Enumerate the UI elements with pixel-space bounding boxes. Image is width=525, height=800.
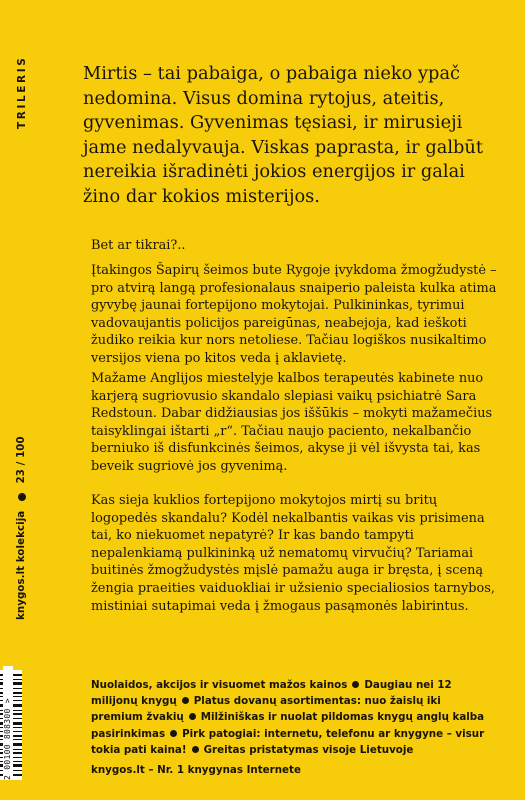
promo-item: Pirk patogiai: internetu, telefonu ar knygyne – visur tokia pati kaina! bbox=[91, 727, 485, 756]
series-number: 23 / 100 bbox=[16, 436, 27, 484]
series-label bbox=[16, 436, 27, 665]
bullet-dot-icon bbox=[18, 493, 26, 501]
blurb-paragraph-1: Įtakingos Šapirų šeimos bute Rygoje įvykdoma žmogžudystė – pro atvirą langą profesionalaus snaiperio paleista kulka atima gyvybę jaunai fortepijono mokytojai. Pulkininkas, tyrimui vadovaujantis policijos pareigūnas, neabejoja, kad ieškoti žudiko reikia kur nors netoliese. Tačiau logiškos nusikaltimo versijos viena po kitos veda į aklavietę. bbox=[91, 263, 497, 366]
bullet-dot-icon bbox=[352, 681, 359, 688]
promo-item: Nuolaidos, akcijos ir visuomet mažos kainos bbox=[91, 679, 348, 691]
bullet-dot-icon bbox=[189, 713, 196, 720]
promo-item: Greitas pristatymas visoje Lietuvoje bbox=[203, 743, 414, 756]
promo-list bbox=[91, 677, 496, 758]
blurb-paragraph-2: Mažame Anglijos miestelyje kalbos terapeutės kabinete nuo karjerą sugriovusio skandalo slepiasi vaikų psichiatrė Sara Redstoun. Dabar didžiausias jos iššūkis – mokyti mažamečius taisyklingai ištarti „r“. Tačiau naujo paciento, nekalbančio berniuko iš disfunkcinės šeimos, akyse ji vėl išvysta tai, kas beveik sugriovė jos gyvenimą. bbox=[91, 371, 493, 474]
lead-quote: Mirtis – tai pabaiga, o pabaiga nieko ypač nedomina. Visus domina rytojus, ateitis, gyvenimas. Gyvenimas tęsiasi, ir mirusieji jame nedalyvauja. Viskas paprasta, ir galbūt nereikia išradinėti jokios energijos ir galai žino dar kokios misterijos. bbox=[83, 63, 483, 207]
bullet-dot-icon bbox=[170, 730, 177, 737]
store-tagline: knygos.lt – Nr. 1 knygynas Internete bbox=[91, 764, 301, 776]
bullet-dot-icon bbox=[182, 697, 189, 704]
promo-item: Daugiau nei 12 milijonų knygų bbox=[91, 679, 452, 708]
barcode-digits: 2 00100 808300 > bbox=[3, 666, 13, 780]
series-name: knygos.lt kolekcija bbox=[16, 510, 27, 620]
promo-item: Platus dovanų asortimentas: nuo žaislų iki premium žvakių bbox=[91, 695, 441, 724]
blurb-paragraph-3: Kas sieja kuklios fortepijono mokytojos mirtį su britų logopedės skandalu? Kodėl nekalbantis vaikas vis prisimena tai, ko niekuomet nepatyrė? Ir kas bando tampyti nepalenkiamą pulkininką už nematomų virvučių? Tariamai buitinės žmogžudystės mįslė pamažu auga ir bręsta, į sceną žengia praeities vaiduokliai ir užsienio specialiosios tarnybos, mistiniai sutapimai veda į žmogaus pasąmonės labirintus. bbox=[91, 493, 495, 614]
genre-label: TRILERIS bbox=[16, 56, 28, 130]
bullet-dot-icon bbox=[192, 746, 199, 753]
promo-item: Milžiniškas ir nuolat pildomas knygų anglų kalba pasirinkimas bbox=[91, 711, 485, 740]
question-line: Bet ar tikrai?.. bbox=[91, 238, 186, 253]
